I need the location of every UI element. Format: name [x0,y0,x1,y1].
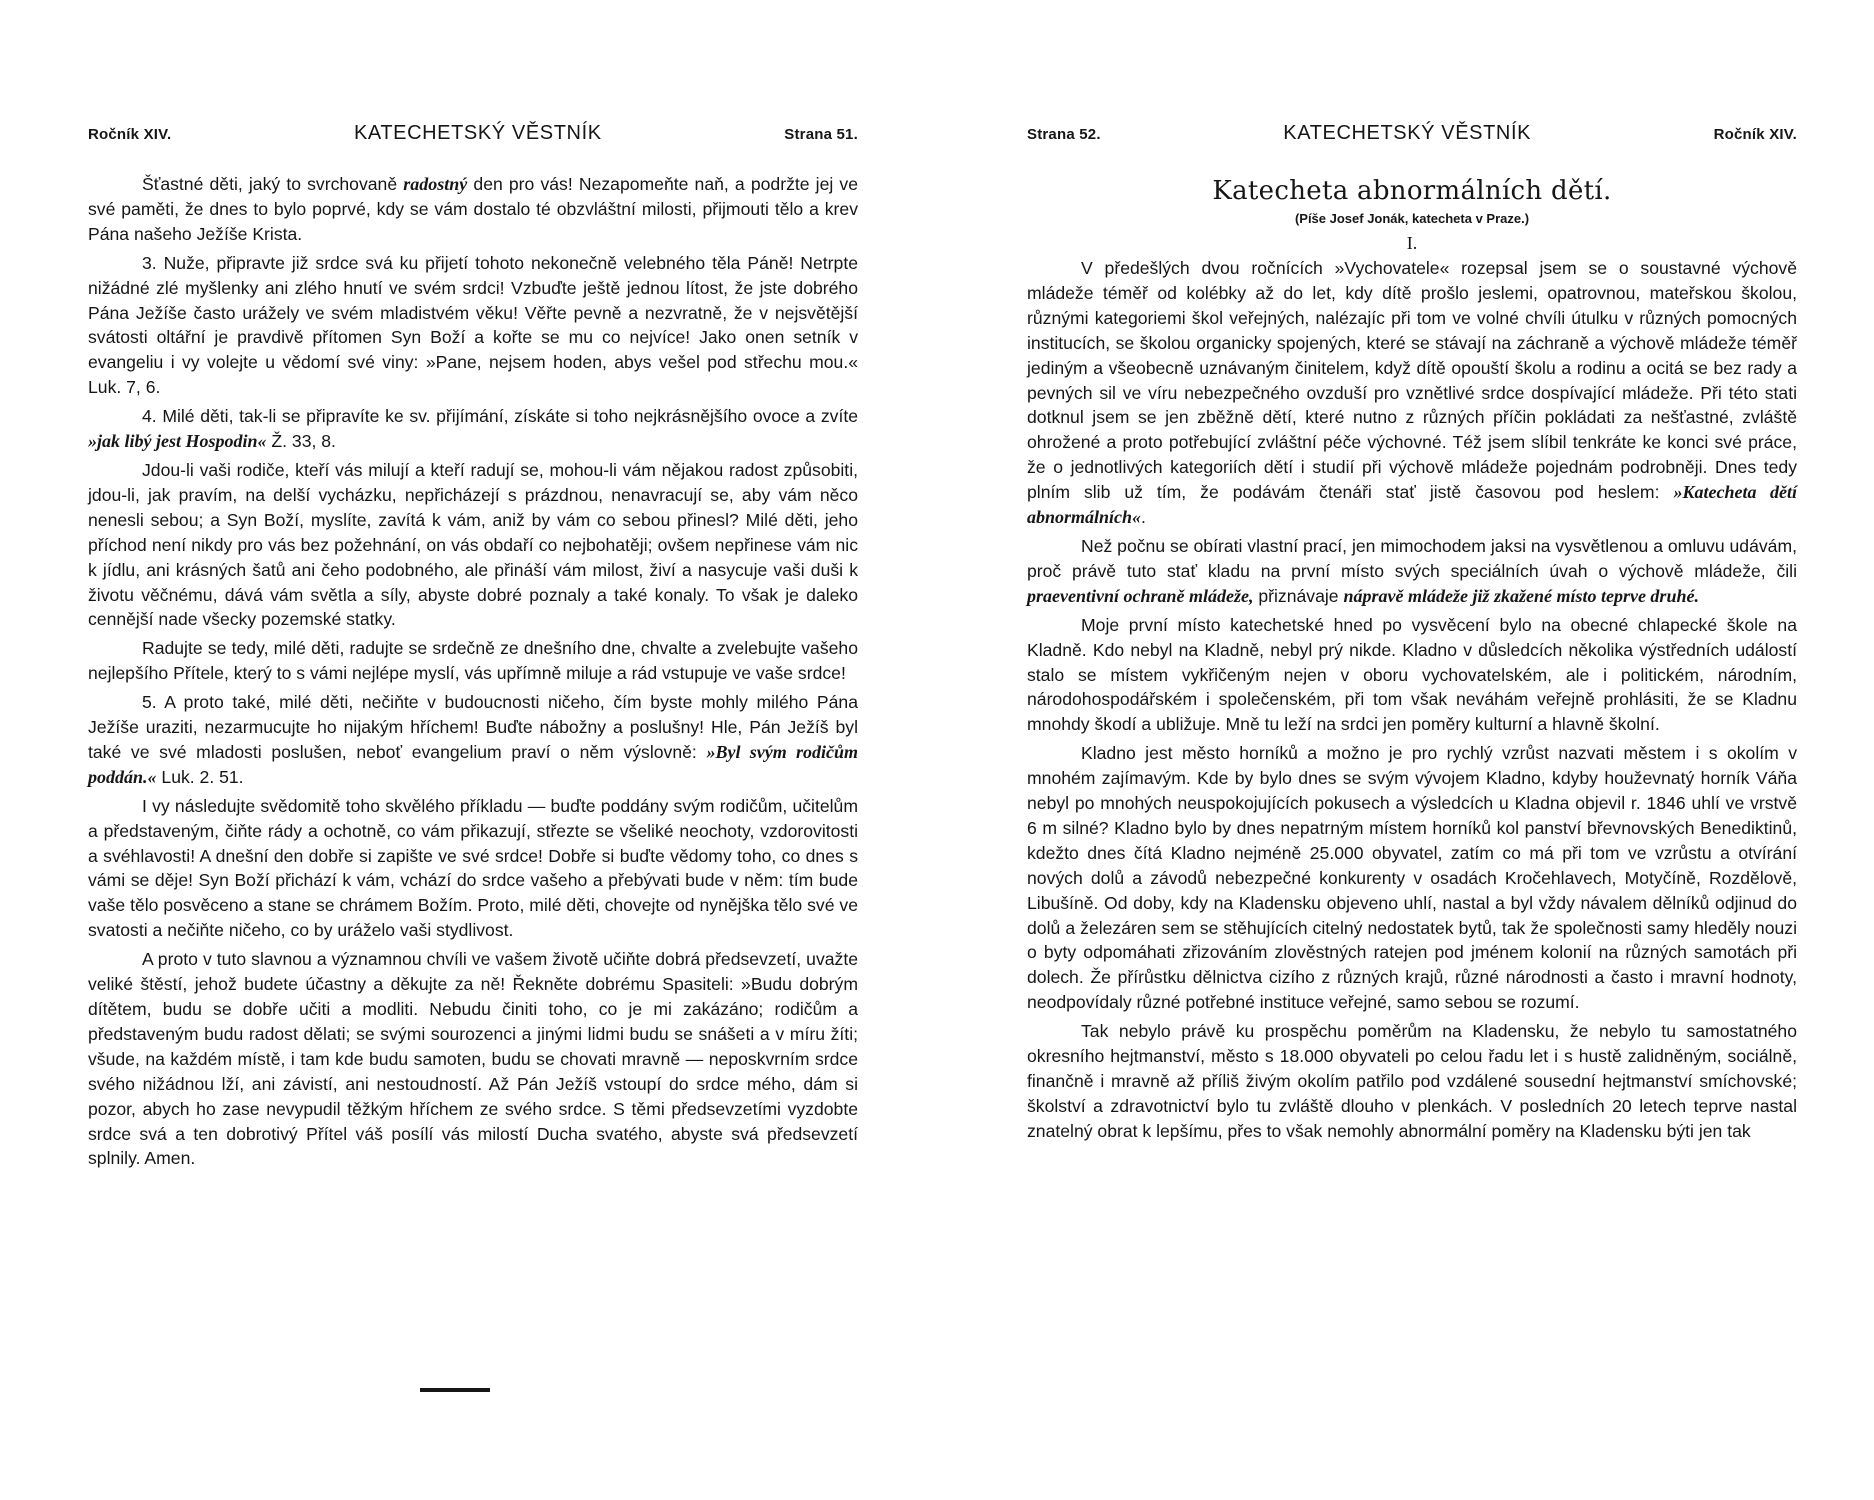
paragraph-text: den pro vás! Nezapomeňte naň, a podržte jej ve své paměti, že dnes to bylo poprvé, kdy se vám dostalo té obzvláštní milosti, přijmouti tělo a krev Pána našeho Ježíše Krista. [88,174,858,244]
paragraph-text: I vy následujte svědomitě toho skvělého příkladu — buďte poddány svým rodičům, učitelům a představeným, čiňte rády a ochotně, co vám přikazují, střezte se všeliké neochoty, vzdorovitosti a svéhlavosti! A dnešní den dobře si zapište ve své srdce! Dobře si buďte vědomy toho, co dnes s vámi se děje! Syn Boží přichází k vám, vchází do srdce vašeho a přebývati bude v něm: tím bude vaše tělo posvěceno a stane se chrámem Božím. Proto, milé děti, chovejte od nynějška tělo své ve svatosti a nečiňte ničeho, co by uráželo vaši stydlivost. [88,795,858,941]
emphasis-text: praeventivní ochraně mládeže, [1027,585,1254,606]
paragraph-text: Šťastné děti, jaký to svrchovaně [142,174,404,194]
right-paragraphs [1027,256,1797,1144]
paragraph-text: Luk. 2. 51. [156,766,244,787]
emphasis-text: »jak libý jest Hospodin« [88,431,267,452]
journal-title: KATECHETSKÝ VĚSTNÍK [353,122,602,144]
paragraph [88,690,858,790]
right-text-column [1027,172,1797,1148]
paragraph-text: 4. Milé děti, tak-li se připravíte ke sv. přijímání, získáte si toho nejkrásnějšího ovoce a zvíte [142,406,858,427]
paragraph-text: přiznávaje [1253,585,1344,606]
volume-label: Ročník XIV. [1713,126,1797,143]
paragraph [1027,1019,1797,1144]
paragraph [1027,256,1797,530]
paragraph-text: Ž. 33, 8. [266,431,336,452]
volume-label: Ročník XIV. [88,126,172,143]
paragraph [1027,534,1797,609]
right-running-head [1027,122,1797,152]
paragraph-text: . [1141,507,1146,528]
emphasis-text: nápravě mládeže již zkažené místo teprve druhé. [1343,585,1699,606]
paragraph-text: 3. Nuže, připravte již srdce svá ku přijetí tohoto nekonečně velebného těla Páně! Netrpte nižádné zlé myšlenky ani zlého hnutí ve svém srdci! Vzbuďte ještě jednou lítost, že jste dobrého Pána Ježíše často urážely ve svém mladistvém věku! Věřte pevně a nezvratně, že v nejsvětější svátosti oltářní je pravdivě přítomen Syn Boží a kořte se mu co nejvíce! Jako onen setník v evangeliu i vy volejte u vědomí své viny: »Pane, nejsem hoden, abys vešel pod střechu mou.« Luk. 7, 6. [88,252,858,398]
paragraph-text: Jdou-li vaši rodiče, kteří vás milují a kteří radují se, mohou-li vám nějakou radost způsobiti, jdou-li, jak pravím, na delší vycházku, nepřicházejí s prázdnou, nenavracují se, aby vám něco nenesli sebou; a Syn Boží, myslíte, zavítá k vám, aniž by vám co sebou přinesl? Milé děti, jeho příchod není nikdy pro vás bez požehnání, on vás obdaří co nejbohatěji; ovšem nepřinese vám nic k jídlu, ani krásných šatů ani čeho podobného, ale přináší vám milost, živí a nasycuje vaši duši k životu věčnému, dává vám světla a síly, abyste dobré poznaly a také konaly. To však je daleko cennější nade všecky pozemské statky. [88,459,858,630]
section-number: I. [1406,233,1418,253]
paragraph [1027,741,1797,1015]
left-text-column [88,172,858,1175]
paragraph-text: Moje první místo katechetské hned po vysvěcení bylo na obecné chlapecké škole na Kladně. Kdo nebyl na Kladně, nebyl prý nikde. Kladno v důsledcích několika výstředních událostí stalo se místem vykřičeným nejen v oboru vychovatelském, ale i politickém, národním, národohospodářském i společenském, při tom však neváhám veřejně prohlásiti, že se Kladnu mnohdy škodí a ubližuje. Mně tu leží na srdci jen poměry kulturní a hlavně školní. [1027,614,1797,735]
page-number: Strana 52. [1027,126,1101,143]
paragraph [88,458,858,632]
left-running-head [88,122,858,152]
paragraph [88,251,858,400]
paragraph-text: V předešlých dvou ročnících »Vychovatele« rozepsal jsem se o soustavné výchově mládeže téměř od kolébky až do let, kdy dítě prošlo jeslemi, opatrovnou, mateřskou školou, různými kategoriemi škol veřejných, nalézajíc při tom ve volné chvíli útulku v různých pomocných institucích, se školou organicky spojených, které se stávají na záchraně a výchově mládeže téměř jediným a všeobecně uznávaným činitelem, když dítě opouští školu a rodinu a ocitá se bez rady a pevných sil ve víru nebezpečného ovzduší pro vznětlivé srdce dospívající mládeže. Při této stati dotknul jsem se jen zběžně dětí, které nutno z různých příčin pokládati za nešťastné, zvláště ohrožené a proto potřebující zvláštní péče výchovné. Též jsem slíbil tenkráte ke konci své práce, že o jednotlivých kategoriích dětí i studií při výchově mládeže pojednám podrobněji. Dnes tedy plním slib už tím, že podávám čtenáři stať jistě časovou pod heslem: [1027,258,1797,503]
paragraph-text: 5. A proto také, milé děti, nečiňte v budoucnosti ničeho, čím byste mohly milého Pána Ježíše uraziti, nezarmucujte ho nijakým hříchem! Buďte nábožny a poslušny! Hle, Pán Ježíš byl také ve své mladosti poslušen, neboť evangelium praví o něm výslovně: [88,692,858,762]
paragraph [88,947,858,1171]
paragraph-text: Radujte se tedy, milé děti, radujte se srdečně ze dnešního dne, chvalte a zvelebujte vašeho nejlepšího Přítele, který to s vámi nejlépe myslí, vás upřímně miluje a rád vstupuje ve vaše srdce! [88,638,858,684]
emphasis-text: radostný [403,174,468,194]
article-title: Katecheta abnormálních dětí. [1212,176,1612,206]
paragraph-text: A proto v tuto slavnou a významnou chvíli ve vašem životě učiňte dobrá předsevzetí, uvažte veliké štěstí, jehož budete účastny a děkujte za ně! Řekněte dobrému Spasiteli: »Budu dobrým dítětem, budu se dobře učiti a modliti. Nebudu činiti toho, co je mi zakázáno; rodičům a představeným budu radost dělati; se svými sourozenci a jinými lidmi budu se snášeti a v míru žíti; všude, na každém místě, i tam kde budu samoten, budu se chovati mravně — neposkvrním srdce svého nižádnou lží, ani závistí, ani nestoudností. Až Pán Ježíš vstoupí do srdce mého, dám si pozor, abych ho zase nevypudil těžkým hříchem ze svého srdce. S těmi předsevzetími vyzdobte srdce svá a ten dobrotivý Přítel váš posílí vás milostí Ducha svatého, abyste svá předsevzetí splnily. Amen. [88,949,858,1169]
paragraph [1027,613,1797,738]
paragraph [88,404,858,454]
paragraph [88,172,858,247]
paragraph-text: Kladno jest město horníků a možno je pro rychlý vzrůst nazvati městem i s okolím v mnohém zajímavým. Kde by bylo dnes se svým vývojem Kladno, kdyby houževnatý horník Váňa nebyl po mnohých neuspokojujících pokusech a výsledcích u Kladna objevil r. 1846 uhlí ve vrstvě 6 m silné? Kladno bylo by dnes nepatrným místem horníků kol panství břevnovských Benediktinů, kdežto dnes čítá Kladno nejméně 25.000 obyvatel, zatím co má při tom ve vzrůstu a otvírání nových dolů a závodů nebezpečné konkurenty v osadách Kročehlavech, Motyčíně, Rozdělově, Libušíně. Od doby, kdy na Kladensku objeveno uhlí, nastal a byl vždy návalem dělníků odjinud do dolů a železáren sem se stěhujících citelný nedostatek bytů, tak že společnosti samy hleděly nouzi o byty odpomáhati zřizováním zlověstných ratejen pod jménem kolonií na různých samotách při dolech. Že přírůstku dělnictva cizího z různých krajů, různé národnosti a často i mravní hodnoty, neodpovídaly různé potřebné instituce veřejné, samo sebou se rozumí. [1027,743,1797,1013]
paragraph [88,636,858,686]
paragraph [88,794,858,943]
paragraph-text: Tak nebylo právě ku prospěchu poměrům na Kladensku, že nebylo tu samostatného okresního hejtmanství, město s 18.000 obyvateli po celou řadu let i s hustě zalidněným, sociálně, finančně i mravně až příliš živým okolím patřilo pod vzdálené sousední hejtmanství smíchovské; školství a zdravotnictví bylo tu zvláště dlouho v plenkách. V posledních 20 letech teprve nastal znatelný obrat k lepšímu, přes to však nemohly abnormální poměry na Kladensku býti jen tak [1027,1021,1797,1141]
journal-title: KATECHETSKÝ VĚSTNÍK [1283,122,1532,144]
page-number: Strana 51. [784,126,858,143]
article-byline: (Píše Josef Jonák, katecheta v Praze.) [1294,211,1530,226]
paragraph-text: Než počnu se obírati vlastní prací, jen mimochodem jaksi na vysvětlenou a omluvu udávám, proč právě tuto stať kladu na první místo svých speciálních úvah o výchově mládeže, čili [1027,535,1797,581]
right-page [937,0,1874,1500]
end-rule [420,1388,490,1392]
emphasis-text: »Byl svým rodičům poddán.« [88,741,858,787]
emphasis-text: »Katecheta dětí abnormálních« [1027,482,1798,528]
